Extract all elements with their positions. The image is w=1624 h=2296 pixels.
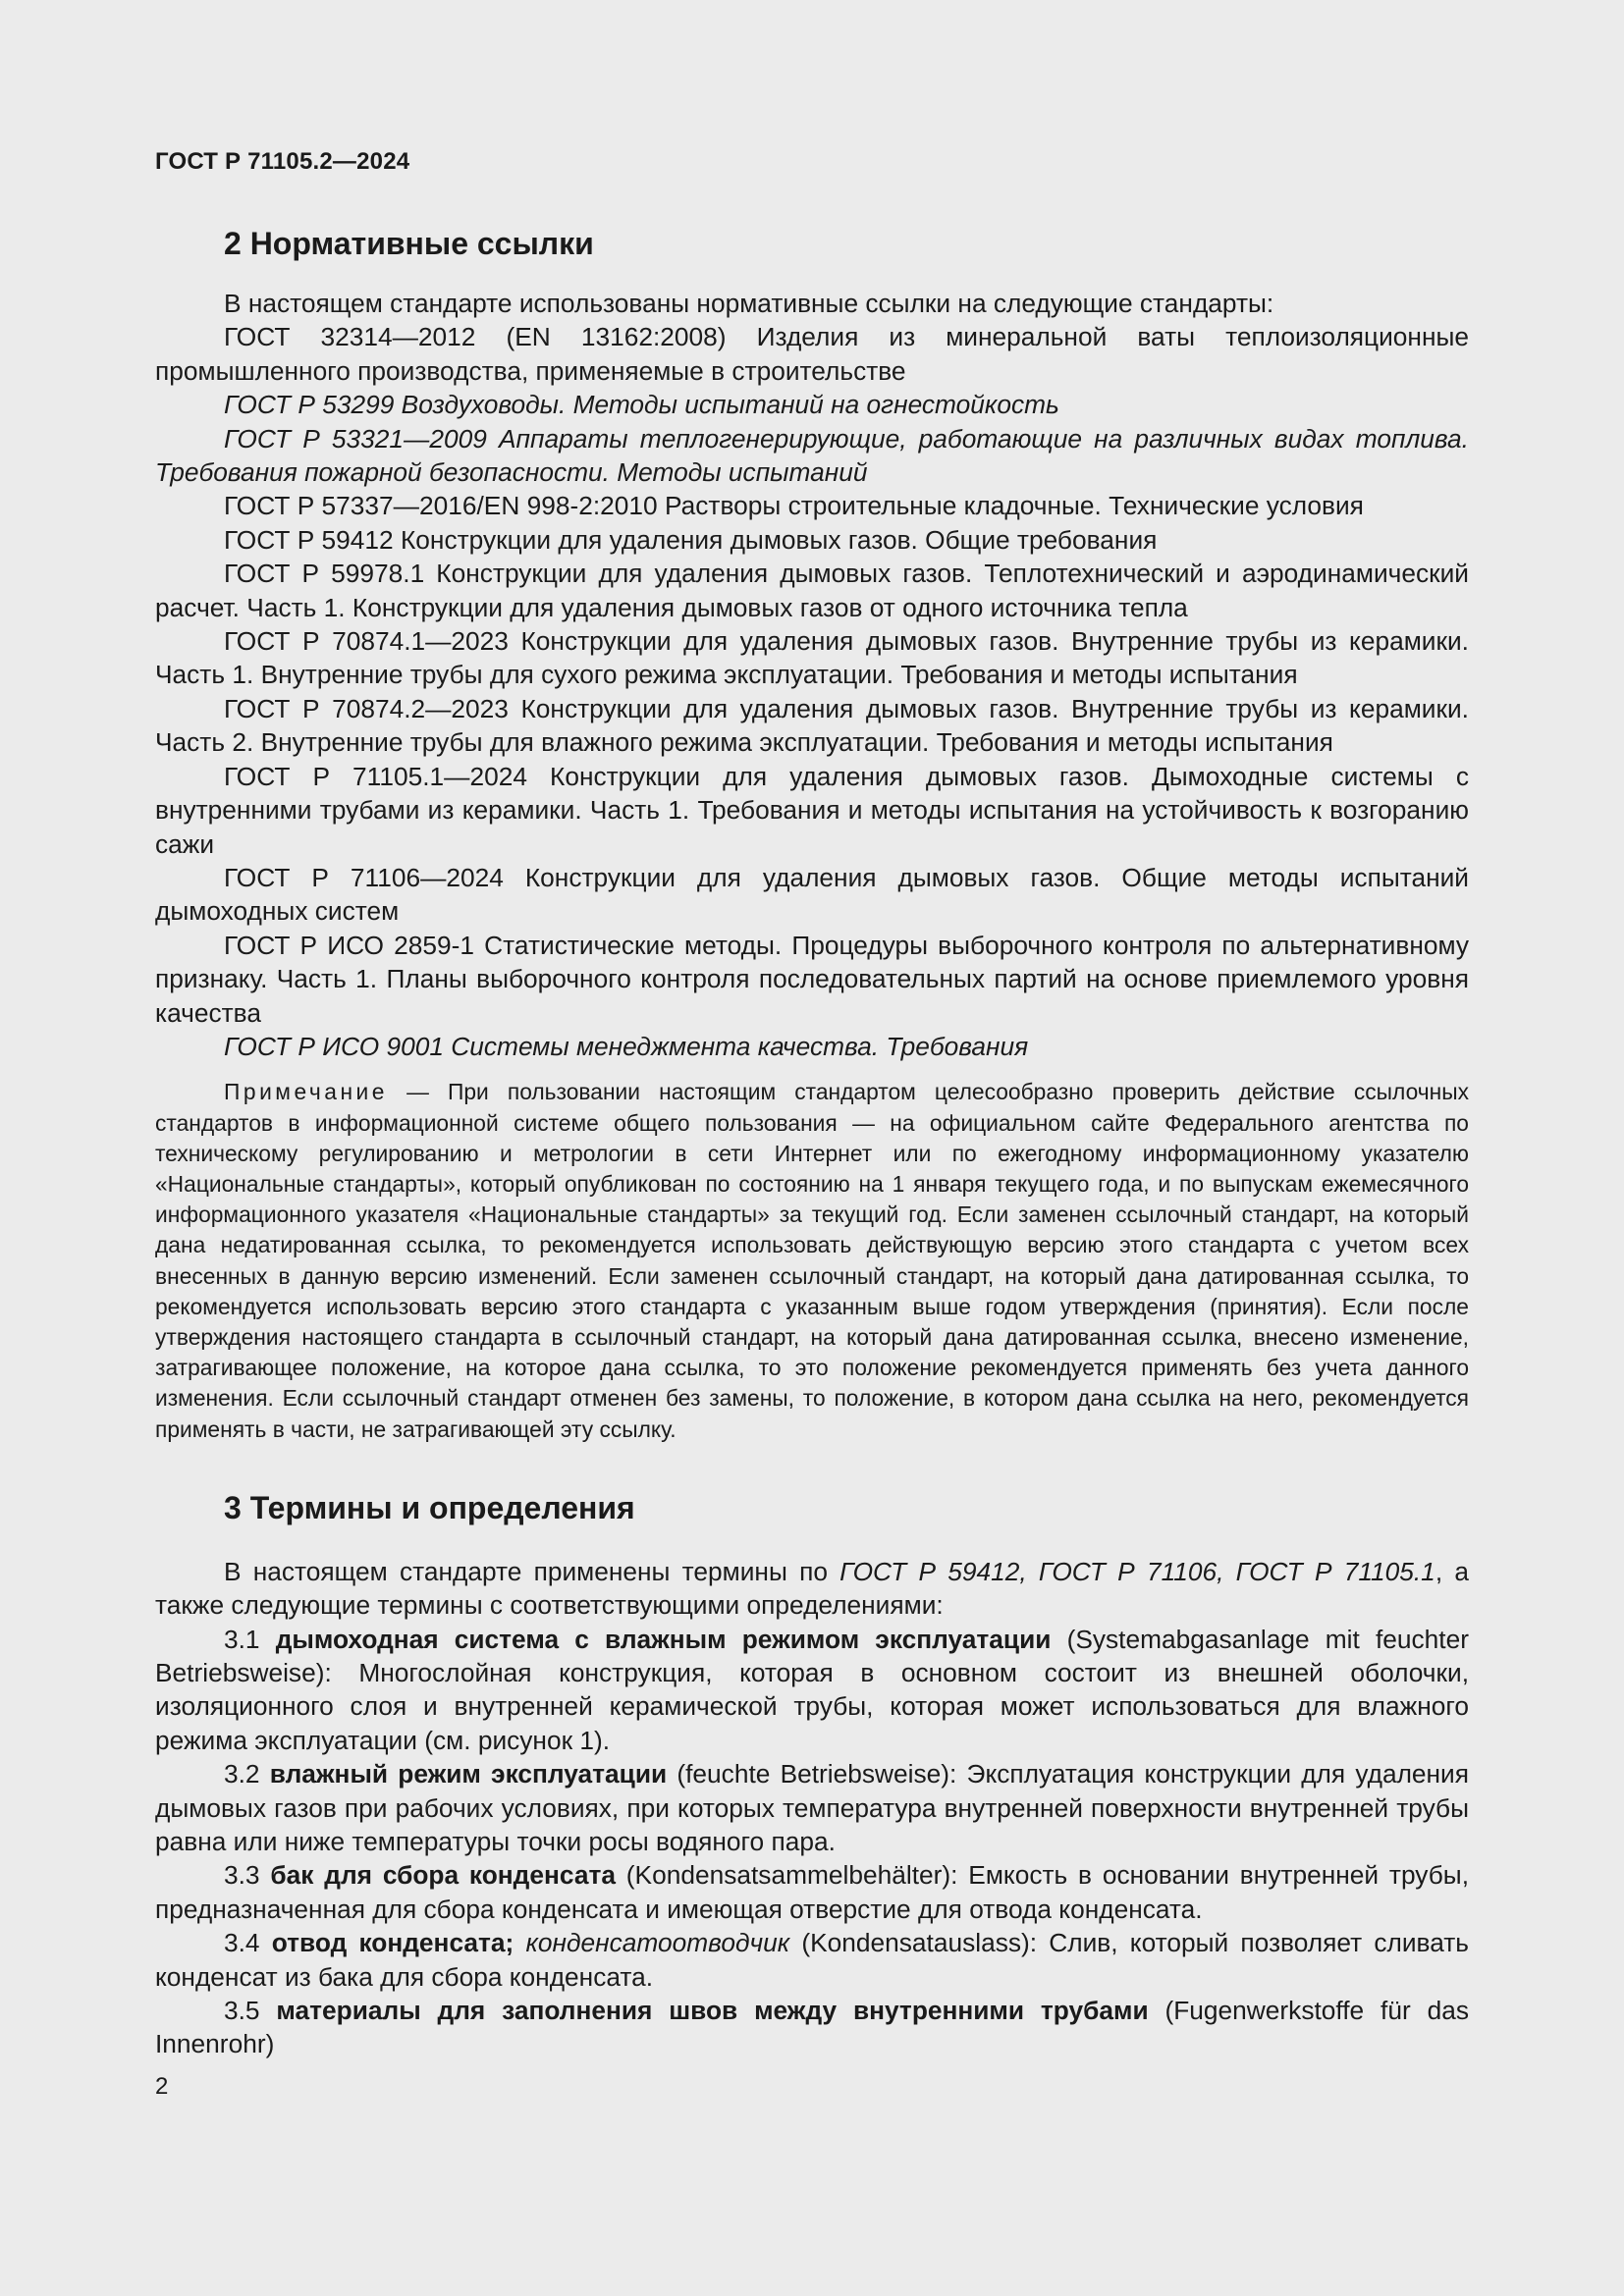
document-header-id: ГОСТ Р 71105.2—2024 [155,148,410,175]
intro-refs: ГОСТ Р 59412, ГОСТ Р 71106, ГОСТ Р 71105.1 [839,1556,1435,1586]
term-name: материалы для заполнения швов между внутренними трубами [276,1996,1149,2026]
term-number: 3.5 [224,1996,260,2026]
term-entry [155,1623,1469,1758]
term-definition: Слив, который позволяет сливать конденсат из бака для сбора конденсата. [155,1928,1469,1992]
term-number: 3.1 [224,1624,260,1654]
note-block [155,1077,1469,1444]
normative-ref: ГОСТ Р 59978.1 Конструкции для удаления дымовых газов. Теплотехнический и аэродинамический расчет. Часть 1. Конструкции для удаления дымовых газов от одного источника тепла [155,559,1469,622]
normative-ref: ГОСТ Р 59412 Конструкции для удаления дымовых газов. Общие требования [224,524,1158,555]
normative-ref: ГОСТ Р 57337—2016/EN 998-2:2010 Растворы строительные кладочные. Технические условия [224,491,1364,521]
term-definition: Емкость в основании внутренней трубы, предназначенная для сбора конденсата и имеющая отверстие для отвода конденсата. [155,1860,1470,1924]
normative-ref: ГОСТ Р 53299 Воздуховоды. Методы испытаний на огнестойкость [224,390,1059,420]
term-foreign: (feuchte Betriebsweise): [667,1759,967,1789]
section-3 [155,1482,1469,2061]
term-foreign: (Kondensatsammelbehälter): [615,1860,969,1891]
term-foreign: (Systemabgasanlage mit feuchter Betriebsweise): [155,1624,1469,1687]
intro-text-end: , а также следующие термины с соответствующими определениями: [155,1556,1469,1621]
section-3-body [155,1555,1469,2061]
term-number: 3.2 [224,1759,260,1789]
normative-ref: ГОСТ Р 70874.1—2023 Конструкции для удаления дымовых газов. Внутренние трубы из керамики. Часть 1. Внутренние трубы для сухого режима эксплуатации. Требования и методы испытания [155,626,1469,690]
term-entry [155,1926,1469,1994]
section-3-title: 3 Термины и определения [224,1489,635,1525]
term-name: влажный режим эксплуатации [269,1759,668,1789]
term-definition: Эксплуатация конструкции для удаления дымовых газов при рабочих условиях, при которых температура внутренней поверхности внутренней трубы равна или ниже температуры точки росы водяного пара. [155,1759,1469,1857]
section-2-intro: В настоящем стандарте использованы нормативные ссылки на следующие стандарты: [224,289,1274,318]
term-entry [155,1858,1469,1926]
term-number: 3.3 [224,1860,260,1891]
note-text: — При пользовании настоящим стандартом целесообразно проверить действие ссылочных стандартов в информационной системе общего пользования — на официальном сайте Федерального агентства по техническому регулированию и метрологии в сети Интернет или по ежегодному информационному указателю «Национальные стандарты», который опубликован по состоянию на 1 января текущего года, и по выпускам ежемесячного информационного указателя «Национальные стандарты» за текущий год. Если заменен ссылочный стандарт, на который дана недатированная ссылка, то рекомендуется использовать действующую версию этого стандарта с учетом всех внесенных в данную версию изменений. Если заменен ссылочный стандарт, на который дана датированная ссылка, то рекомендуется использовать версию этого стандарта с указанным выше годом утверждения (принятия). Если после утверждения настоящего стандарта в ссылочный стандарт, на который дана датированная ссылка, внесено изменение, затрагивающее положение, на которое дана ссылка, то это положение рекомендуется применять без учета данного изменения. Если ссылочный стандарт отменен без замены, то положение, в котором дана ссылка на него, рекомендуется применять в части, не затрагивающей эту ссылку. [155,1079,1469,1442]
note-label: Примечание [224,1079,388,1105]
intro-text: В настоящем стандарте применены термины по [224,1556,840,1586]
normative-ref: ГОСТ Р ИСО 2859-1 Статистические методы. Процедуры выборочного контроля по альтернативному признаку. Часть 1. Планы выборочного контроля последовательных партий на основе приемлемого уровня качества [155,930,1469,1028]
normative-ref: ГОСТ Р 71106—2024 Конструкции для удаления дымовых газов. Общие методы испытаний дымоходных систем [155,862,1469,927]
term-synonym: конденсатоотводчик [514,1928,790,1958]
term-entry [155,1757,1469,1858]
page-number: 2 [155,2073,169,2100]
term-foreign: (Fugenwerkstoffe für das Innenrohr) [155,1996,1469,2059]
term-name: отвод конденсата; [271,1928,514,1958]
normative-ref: ГОСТ Р 53321—2009 Аппараты теплогенерирующие, работающие на различных видах топлива. Требования пожарной безопасности. Методы испытаний [155,423,1469,488]
section-3-intro [155,1555,1469,1623]
normative-ref: ГОСТ Р 70874.2—2023 Конструкции для удаления дымовых газов. Внутренние трубы из керамики. Часть 2. Внутренние трубы для влажного режима эксплуатации. Требования и методы испытания [155,693,1469,758]
section-2-title: 2 Нормативные ссылки [224,226,594,261]
term-entry [155,1994,1469,2061]
term-definition: Многослойная конструкция, которая в основном состоит из внешней оболочки, изоляционного слоя и внутренней керамической трубы, которая может использоваться для влажного режима эксплуатации (см. рисунок 1). [155,1658,1470,1755]
term-name: дымоходная система с влажным режимом эксплуатации [275,1624,1052,1654]
normative-ref: ГОСТ 32314—2012 (EN 13162:2008) Изделия из минеральной ваты теплоизоляционные промышленного производства, применяемые в строительстве [155,322,1469,386]
term-foreign: (Kondensatauslass): [789,1928,1050,1958]
page-content [155,218,1469,2061]
term-number: 3.4 [224,1928,260,1958]
normative-ref: ГОСТ Р ИСО 9001 Системы менеджмента качества. Требования [224,1031,1029,1061]
section-2-body [155,287,1469,1445]
normative-ref: ГОСТ Р 71105.1—2024 Конструкции для удаления дымовых газов. Дымоходные системы с внутренними трубами из керамики. Часть 1. Требования и методы испытания на устойчивость к возгоранию сажи [155,761,1469,859]
term-name: бак для сбора конденсата [270,1860,616,1891]
